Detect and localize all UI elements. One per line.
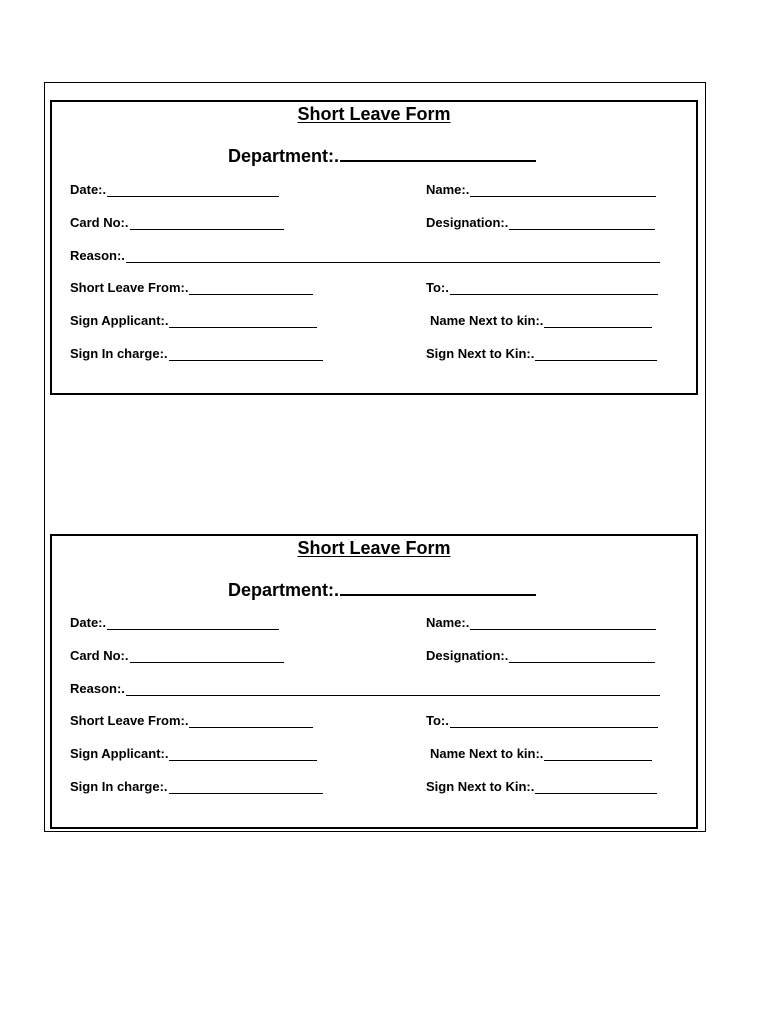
short-leave-from-label: Short Leave From:. [70, 280, 189, 295]
form-title: Short Leave Form [297, 104, 451, 124]
short-leave-from-field[interactable] [70, 713, 313, 728]
designation-blank-line[interactable] [509, 650, 655, 663]
sign-applicant-blank-line[interactable] [169, 315, 317, 328]
short-leave-from-blank-line[interactable] [189, 282, 313, 295]
card-no-label: Card No:. [70, 648, 129, 663]
form-title: Short Leave Form [297, 538, 451, 558]
sign-applicant-label: Sign Applicant:. [70, 746, 169, 761]
reason-field[interactable] [70, 681, 660, 696]
designation-label: Designation:. [426, 648, 509, 663]
reason-blank-line[interactable] [126, 683, 660, 696]
card-no-blank-line[interactable] [130, 217, 284, 230]
sign-applicant-field[interactable] [70, 313, 317, 328]
sign-next-to-kin-label: Sign Next to Kin:. [426, 779, 535, 794]
sign-next-to-kin-blank-line[interactable] [535, 781, 657, 794]
to-label: To:. [426, 280, 449, 295]
name-next-to-kin-field[interactable] [430, 313, 652, 328]
name-next-to-kin-blank-line[interactable] [544, 315, 652, 328]
sign-applicant-label: Sign Applicant:. [70, 313, 169, 328]
to-field[interactable] [426, 280, 658, 295]
name-next-to-kin-blank-line[interactable] [544, 748, 652, 761]
short-leave-form-top [50, 100, 698, 395]
sign-in-charge-label: Sign In charge:. [70, 346, 168, 361]
designation-field[interactable] [426, 648, 655, 663]
short-leave-from-label: Short Leave From:. [70, 713, 189, 728]
name-next-to-kin-label: Name Next to kin:. [430, 746, 544, 761]
date-field[interactable] [70, 615, 279, 630]
date-field[interactable] [70, 182, 279, 197]
department-label: Department:. [228, 146, 340, 166]
department-label: Department:. [228, 580, 340, 600]
department-field[interactable] [228, 578, 536, 601]
card-no-field[interactable] [70, 215, 284, 230]
short-leave-from-field[interactable] [70, 280, 313, 295]
reason-label: Reason:. [70, 248, 125, 263]
reason-field[interactable] [70, 248, 660, 263]
designation-blank-line[interactable] [509, 217, 655, 230]
short-leave-from-blank-line[interactable] [189, 715, 313, 728]
name-blank-line[interactable] [470, 184, 656, 197]
date-label: Date:. [70, 182, 107, 197]
sign-next-to-kin-label: Sign Next to Kin:. [426, 346, 535, 361]
sign-in-charge-field[interactable] [70, 779, 323, 794]
to-field[interactable] [426, 713, 658, 728]
reason-label: Reason:. [70, 681, 125, 696]
designation-field[interactable] [426, 215, 655, 230]
sign-in-charge-field[interactable] [70, 346, 323, 361]
name-next-to-kin-label: Name Next to kin:. [430, 313, 544, 328]
date-blank-line[interactable] [107, 617, 279, 630]
name-label: Name:. [426, 615, 470, 630]
department-field[interactable] [228, 144, 536, 167]
to-label: To:. [426, 713, 449, 728]
department-blank-line[interactable] [340, 144, 536, 162]
sign-next-to-kin-field[interactable] [426, 779, 657, 794]
sign-in-charge-blank-line[interactable] [169, 348, 323, 361]
card-no-field[interactable] [70, 648, 284, 663]
card-no-label: Card No:. [70, 215, 129, 230]
card-no-blank-line[interactable] [130, 650, 284, 663]
short-leave-form-bottom [50, 534, 698, 829]
name-field[interactable] [426, 182, 656, 197]
sign-in-charge-label: Sign In charge:. [70, 779, 168, 794]
department-blank-line[interactable] [340, 578, 536, 596]
reason-blank-line[interactable] [126, 250, 660, 263]
name-label: Name:. [426, 182, 470, 197]
sign-in-charge-blank-line[interactable] [169, 781, 323, 794]
date-blank-line[interactable] [107, 184, 279, 197]
date-label: Date:. [70, 615, 107, 630]
name-next-to-kin-field[interactable] [430, 746, 652, 761]
designation-label: Designation:. [426, 215, 509, 230]
to-blank-line[interactable] [450, 715, 658, 728]
name-field[interactable] [426, 615, 656, 630]
sign-next-to-kin-blank-line[interactable] [535, 348, 657, 361]
name-blank-line[interactable] [470, 617, 656, 630]
sign-applicant-field[interactable] [70, 746, 317, 761]
sign-applicant-blank-line[interactable] [169, 748, 317, 761]
sign-next-to-kin-field[interactable] [426, 346, 657, 361]
to-blank-line[interactable] [450, 282, 658, 295]
